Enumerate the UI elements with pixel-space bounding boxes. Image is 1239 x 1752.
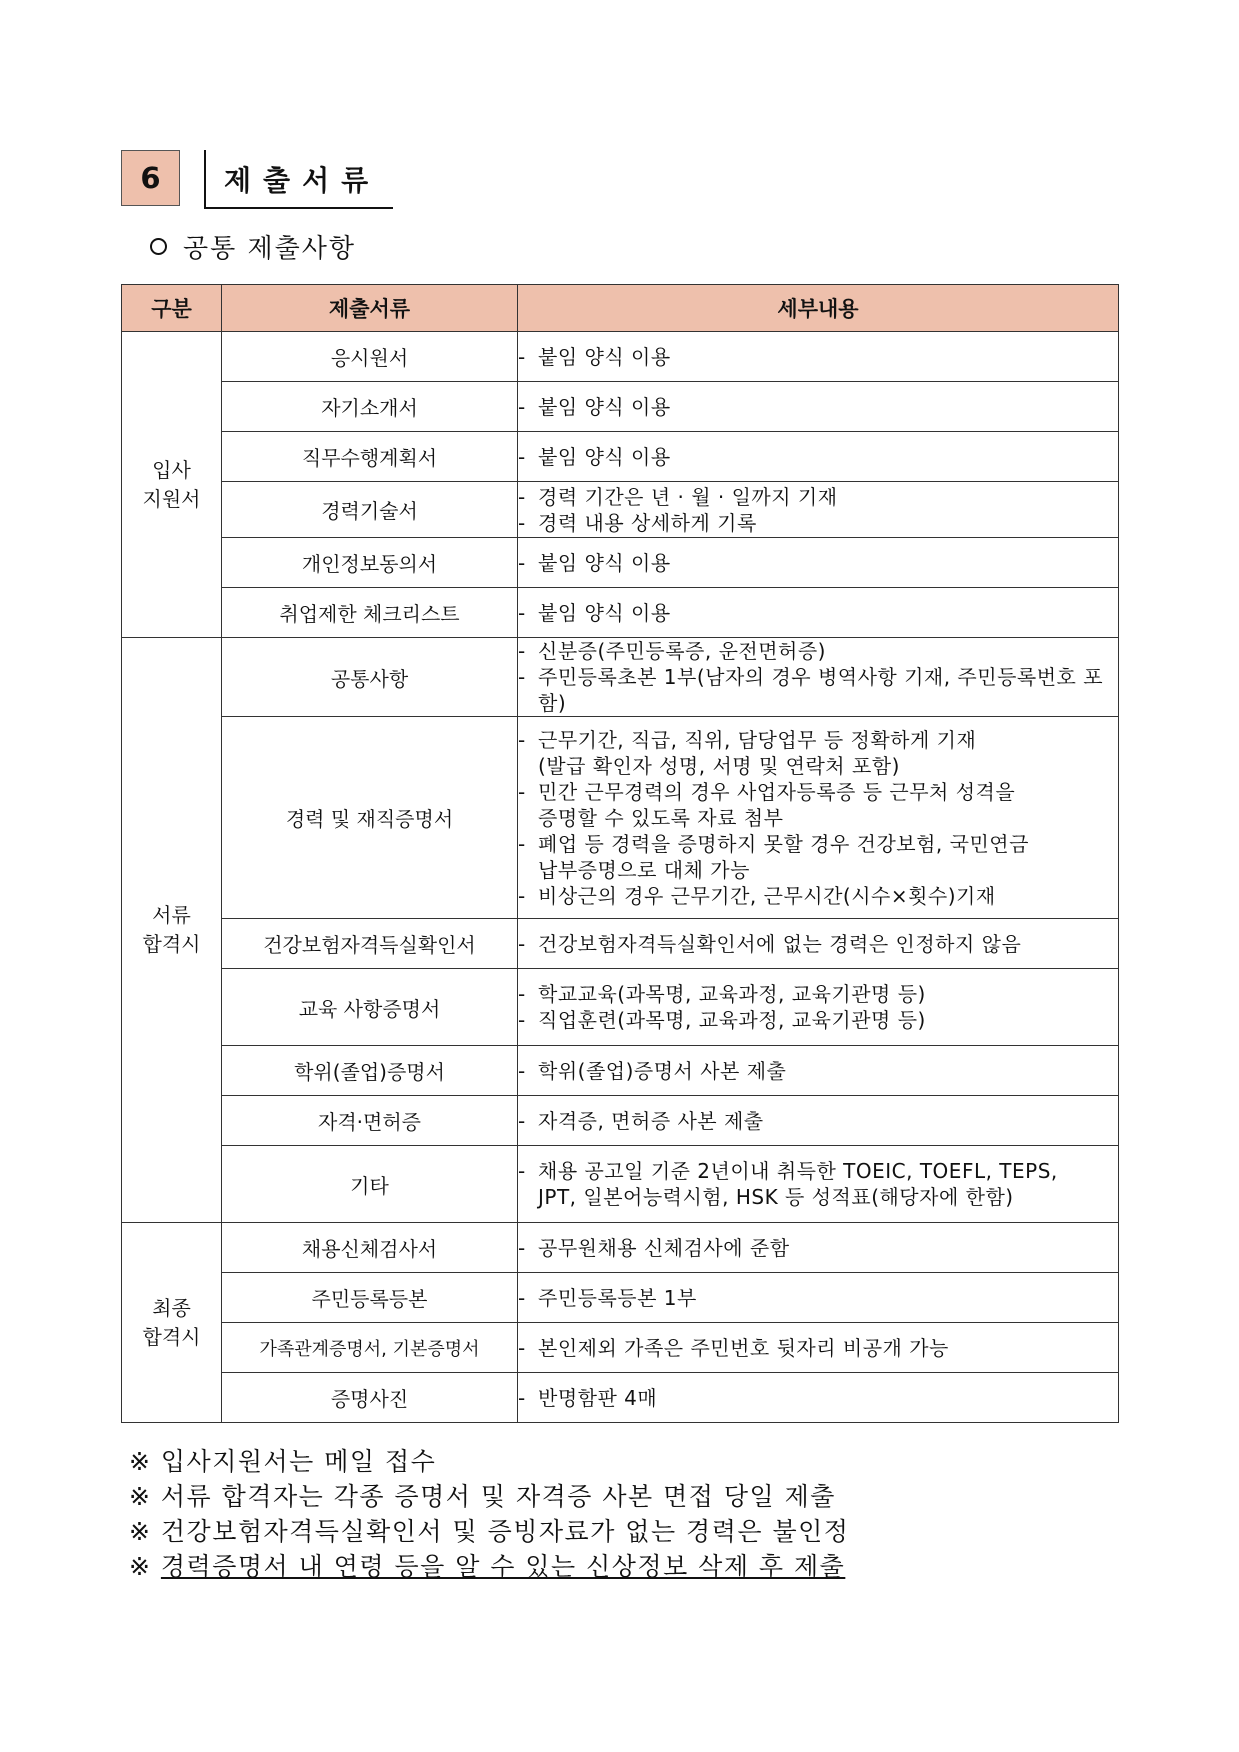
detail-line bbox=[518, 444, 1118, 470]
reference-mark: ※ bbox=[129, 1517, 152, 1546]
dash-bullet: - bbox=[518, 600, 526, 625]
subheading bbox=[150, 228, 356, 265]
document-name: 개인정보동의서 bbox=[222, 538, 518, 588]
dash-bullet: - bbox=[518, 639, 526, 663]
dash-bullet: - bbox=[518, 931, 526, 956]
document-name: 기타 bbox=[222, 1146, 518, 1223]
detail-line bbox=[518, 638, 1118, 664]
reference-mark: ※ bbox=[129, 1482, 152, 1511]
detail-line bbox=[518, 510, 1118, 536]
detail-line bbox=[518, 1158, 1118, 1184]
dash-bullet: - bbox=[518, 1058, 526, 1083]
detail-text: 증명할 수 있도록 자료 첨부 bbox=[538, 805, 784, 830]
detail-line bbox=[518, 1058, 1118, 1084]
category-label: 합격시 bbox=[142, 932, 201, 956]
detail-line bbox=[518, 981, 1118, 1007]
document-name: 가족관계증명서, 기본증명서 bbox=[222, 1323, 518, 1373]
document-details bbox=[518, 717, 1119, 919]
document-details bbox=[518, 1323, 1119, 1373]
document-name: 건강보험자격득실확인서 bbox=[222, 919, 518, 969]
document-name: 응시원서 bbox=[222, 332, 518, 382]
detail-line bbox=[518, 1184, 1118, 1210]
category-label: 지원서 bbox=[142, 486, 201, 511]
header-details: 세부내용 bbox=[518, 285, 1119, 332]
detail-line bbox=[518, 805, 1118, 831]
document-details bbox=[518, 432, 1119, 482]
detail-text: (발급 확인자 성명, 서명 및 연락처 포함) bbox=[538, 753, 900, 778]
detail-line bbox=[518, 1108, 1118, 1134]
detail-text: 폐업 등 경력을 증명하지 못할 경우 건강보험, 국민연금 bbox=[538, 831, 1029, 856]
note-line bbox=[129, 1442, 436, 1478]
dash-bullet: - bbox=[518, 1235, 526, 1260]
dash-bullet: - bbox=[518, 779, 526, 804]
document-details bbox=[518, 1373, 1119, 1423]
document-details bbox=[518, 538, 1119, 588]
document-details bbox=[518, 332, 1119, 382]
document-details bbox=[518, 382, 1119, 432]
note-text: 경력증명서 내 연령 등을 알 수 있는 신상정보 삭제 후 제출 bbox=[160, 1552, 846, 1581]
detail-text: 붙임 양식 이용 bbox=[538, 344, 671, 369]
detail-line bbox=[518, 1385, 1118, 1411]
table-row bbox=[122, 1323, 1119, 1373]
table-row bbox=[122, 382, 1119, 432]
category-label: 입사 bbox=[152, 457, 191, 482]
detail-line bbox=[518, 753, 1118, 779]
table-row bbox=[122, 717, 1119, 919]
detail-text: 반명함판 4매 bbox=[538, 1385, 658, 1410]
dash-bullet: - bbox=[518, 1008, 526, 1032]
dash-bullet: - bbox=[518, 1285, 526, 1310]
table-row bbox=[122, 1373, 1119, 1423]
dash-bullet: - bbox=[518, 1385, 526, 1410]
note-text: 입사지원서는 메일 접수 bbox=[160, 1447, 437, 1476]
table-row bbox=[122, 432, 1119, 482]
documents-table bbox=[121, 284, 1119, 1423]
header-document: 제출서류 bbox=[222, 285, 518, 332]
dash-bullet: - bbox=[518, 1335, 526, 1360]
category-label: 합격시 bbox=[142, 1324, 201, 1349]
document-details bbox=[518, 638, 1119, 717]
dash-bullet: - bbox=[518, 484, 526, 509]
detail-line bbox=[518, 857, 1118, 883]
table-header-row bbox=[122, 285, 1119, 332]
document-name: 취업제한 체크리스트 bbox=[222, 588, 518, 638]
category-cell bbox=[122, 638, 222, 1223]
category-label: 서류 bbox=[152, 903, 191, 927]
detail-line bbox=[518, 727, 1118, 753]
detail-text: 근무기간, 직급, 직위, 담당업무 등 정확하게 기재 bbox=[538, 727, 977, 752]
table-row bbox=[122, 1223, 1119, 1273]
section-number: 6 bbox=[121, 150, 180, 206]
note-text: 건강보험자격득실확인서 및 증빙자료가 없는 경력은 불인정 bbox=[160, 1517, 850, 1546]
detail-text: 학교교육(과목명, 교육과정, 교육기관명 등) bbox=[538, 982, 926, 1006]
detail-line bbox=[518, 1235, 1118, 1261]
document-name: 자격·면허증 bbox=[222, 1096, 518, 1146]
dash-bullet: - bbox=[518, 444, 526, 469]
subheading-text: 공통 제출사항 bbox=[183, 234, 356, 264]
detail-text: 신분증(주민등록증, 운전면허증) bbox=[538, 639, 826, 663]
category-cell bbox=[122, 332, 222, 638]
note-line bbox=[129, 1512, 849, 1548]
table-row bbox=[122, 969, 1119, 1046]
detail-line bbox=[518, 664, 1118, 716]
detail-text: 자격증, 면허증 사본 제출 bbox=[538, 1108, 764, 1133]
detail-text: 주민등록초본 1부(남자의 경우 병역사항 기재, 주민등록번호 포함) bbox=[538, 665, 1104, 715]
document-name: 교육 사항증명서 bbox=[222, 969, 518, 1046]
document-details bbox=[518, 588, 1119, 638]
dash-bullet: - bbox=[518, 883, 526, 908]
document-name: 경력기술서 bbox=[222, 482, 518, 538]
detail-text: 붙임 양식 이용 bbox=[538, 550, 671, 575]
document-details bbox=[518, 482, 1119, 538]
dash-bullet: - bbox=[518, 982, 526, 1006]
dash-bullet: - bbox=[518, 550, 526, 575]
table-row bbox=[122, 1273, 1119, 1323]
circle-bullet-icon bbox=[150, 238, 167, 255]
reference-mark: ※ bbox=[129, 1447, 152, 1476]
dash-bullet: - bbox=[518, 510, 526, 535]
note-text: 서류 합격자는 각종 증명서 및 자격증 사본 면접 당일 제출 bbox=[160, 1482, 836, 1511]
detail-text: 본인제외 가족은 주민번호 뒷자리 비공개 가능 bbox=[538, 1335, 949, 1360]
table-row bbox=[122, 538, 1119, 588]
dash-bullet: - bbox=[518, 727, 526, 752]
document-details bbox=[518, 1146, 1119, 1223]
document-name: 자기소개서 bbox=[222, 382, 518, 432]
note-line bbox=[129, 1547, 845, 1583]
table-row bbox=[122, 1146, 1119, 1223]
table-row bbox=[122, 588, 1119, 638]
document-name: 직무수행계획서 bbox=[222, 432, 518, 482]
detail-text: 민간 근무경력의 경우 사업자등록증 등 근무처 성격을 bbox=[538, 779, 1016, 804]
table-row bbox=[122, 332, 1119, 382]
dash-bullet: - bbox=[518, 394, 526, 419]
detail-text: 경력 기간은 년 · 월 · 일까지 기재 bbox=[538, 484, 838, 509]
note-line bbox=[129, 1477, 836, 1513]
dash-bullet: - bbox=[518, 1108, 526, 1133]
detail-text: 공무원채용 신체검사에 준함 bbox=[538, 1235, 790, 1260]
detail-text: 붙임 양식 이용 bbox=[538, 394, 671, 419]
document-name: 학위(졸업)증명서 bbox=[222, 1046, 518, 1096]
detail-line bbox=[518, 931, 1118, 957]
detail-line bbox=[518, 883, 1118, 909]
detail-text: 붙임 양식 이용 bbox=[538, 600, 671, 625]
detail-line bbox=[518, 600, 1118, 626]
detail-line bbox=[518, 394, 1118, 420]
detail-text: 학위(졸업)증명서 사본 제출 bbox=[538, 1058, 787, 1083]
detail-line bbox=[518, 550, 1118, 576]
document-details bbox=[518, 969, 1119, 1046]
detail-line bbox=[518, 779, 1118, 805]
detail-line bbox=[518, 831, 1118, 857]
detail-text: 주민등록등본 1부 bbox=[538, 1285, 697, 1310]
dash-bullet: - bbox=[518, 344, 526, 369]
table-row bbox=[122, 1096, 1119, 1146]
dash-bullet: - bbox=[518, 831, 526, 856]
detail-line bbox=[518, 344, 1118, 370]
section-title: 제출서류 bbox=[204, 150, 393, 209]
table-row bbox=[122, 482, 1119, 538]
document-details bbox=[518, 1096, 1119, 1146]
dash-bullet: - bbox=[518, 665, 526, 689]
table-row bbox=[122, 1046, 1119, 1096]
header-category: 구분 bbox=[122, 285, 222, 332]
document-details bbox=[518, 1046, 1119, 1096]
detail-text: 건강보험자격득실확인서에 없는 경력은 인정하지 않음 bbox=[538, 931, 1022, 956]
detail-line bbox=[518, 1007, 1118, 1033]
document-name: 공통사항 bbox=[222, 638, 518, 717]
document-name: 증명사진 bbox=[222, 1373, 518, 1423]
reference-mark: ※ bbox=[129, 1552, 152, 1581]
detail-line bbox=[518, 1285, 1118, 1311]
detail-text: 채용 공고일 기준 2년이내 취득한 TOEIC, TOEFL, TEPS, bbox=[538, 1159, 1058, 1183]
dash-bullet: - bbox=[518, 1159, 526, 1183]
table-row bbox=[122, 638, 1119, 717]
detail-text: 붙임 양식 이용 bbox=[538, 444, 671, 469]
document-name: 주민등록등본 bbox=[222, 1273, 518, 1323]
document-details bbox=[518, 1273, 1119, 1323]
detail-text: JPT, 일본어능력시험, HSK 등 성적표(해당자에 한함) bbox=[538, 1185, 1014, 1209]
detail-text: 경력 내용 상세하게 기록 bbox=[538, 510, 757, 535]
detail-text: 비상근의 경우 근무기간, 근무시간(시수×횟수)기재 bbox=[538, 883, 996, 908]
document-details bbox=[518, 919, 1119, 969]
table-row bbox=[122, 919, 1119, 969]
category-label: 최종 bbox=[152, 1295, 191, 1320]
detail-text: 납부증명으로 대체 가능 bbox=[538, 857, 750, 882]
document-details bbox=[518, 1223, 1119, 1273]
category-cell bbox=[122, 1223, 222, 1423]
detail-line bbox=[518, 484, 1118, 510]
detail-line bbox=[518, 1335, 1118, 1361]
document-name: 채용신체검사서 bbox=[222, 1223, 518, 1273]
document-name: 경력 및 재직증명서 bbox=[222, 717, 518, 919]
detail-text: 직업훈련(과목명, 교육과정, 교육기관명 등) bbox=[538, 1008, 926, 1032]
